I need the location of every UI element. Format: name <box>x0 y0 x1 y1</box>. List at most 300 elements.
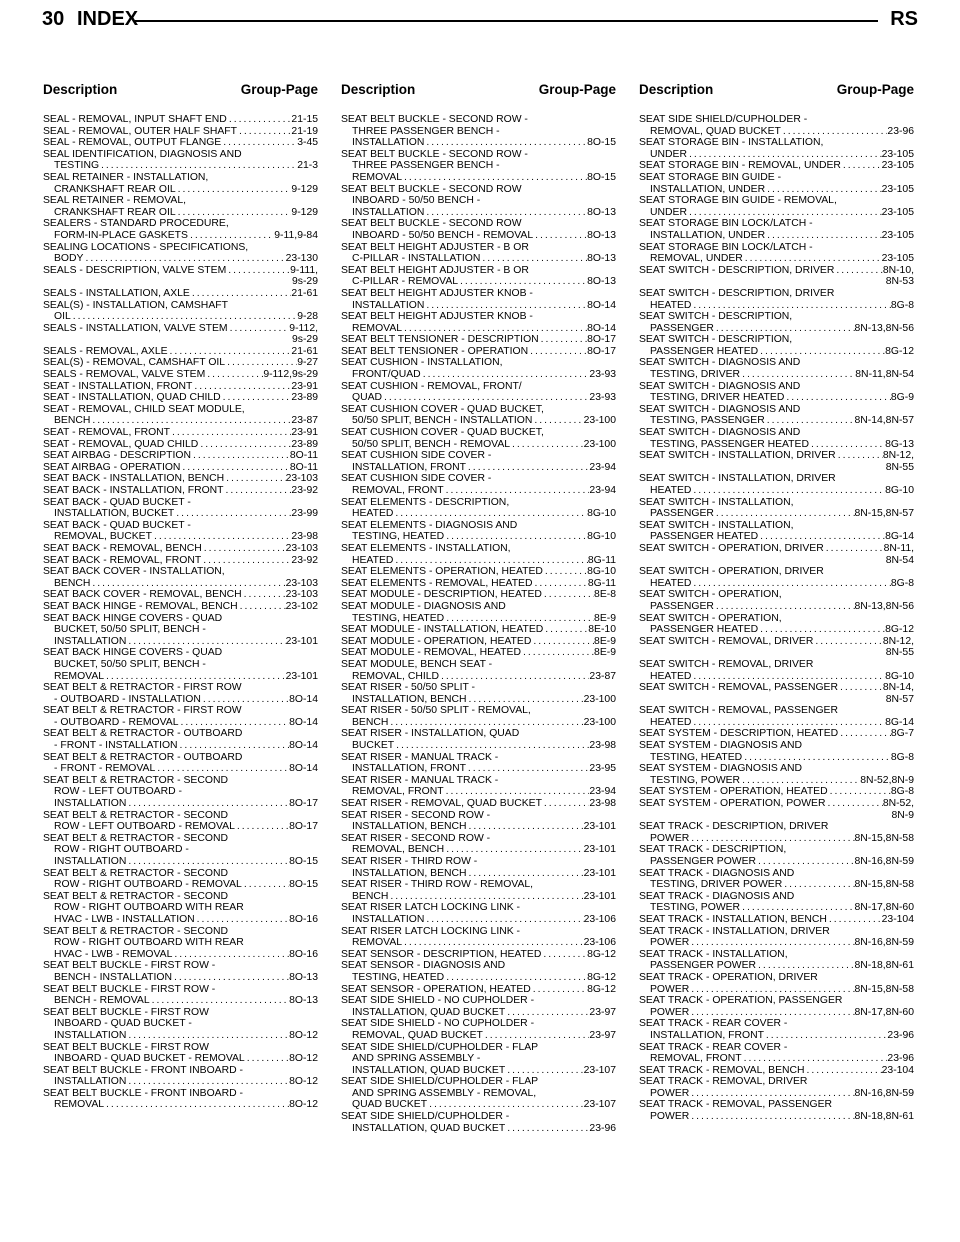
entry-text: SEALING LOCATIONS - SPECIFICATIONS, <box>43 241 249 253</box>
entry-text: C-PILLAR - REMOVAL <box>352 276 459 288</box>
entry-text: UNDER <box>650 148 687 160</box>
entry-text: BODY <box>54 253 84 265</box>
entry-text: HEATED <box>650 670 692 682</box>
dot-leader <box>402 323 587 335</box>
entry-line <box>43 995 318 1007</box>
entry-text: INSTALLATION, BENCH <box>352 821 467 833</box>
index-entry <box>43 555 318 567</box>
dot-leader <box>689 984 854 996</box>
index-entry <box>341 902 616 925</box>
entry-line <box>341 172 616 184</box>
group-page-ref: 8N-15,8N-58 <box>854 983 914 995</box>
entry-text: SEAT RISER - REMOVAL, QUAD BUCKET <box>341 798 542 810</box>
entry-line <box>43 1053 318 1065</box>
entry-text: INSTALLATION, QUAD BUCKET <box>352 1064 506 1076</box>
index-entry <box>43 392 318 404</box>
entry-text: SEAT BACK - INSTALLATION, BENCH <box>43 473 225 485</box>
entry-line <box>341 786 616 798</box>
entry-text: POWER <box>650 1087 690 1099</box>
group-page-ref: 8O-15 <box>587 171 616 183</box>
dot-leader <box>444 972 587 984</box>
index-entry <box>43 265 318 288</box>
dot-leader <box>533 578 588 590</box>
index-entry <box>341 833 616 856</box>
entry-line <box>639 160 914 172</box>
entry-text: HEATED <box>650 485 692 496</box>
index-entry <box>341 1076 616 1111</box>
dot-leader <box>531 984 587 996</box>
index-entry <box>639 1099 914 1122</box>
entry-text: INSTALLATION, FRONT <box>352 763 466 775</box>
entry-line <box>341 369 616 381</box>
dot-leader <box>152 531 291 543</box>
group-page-ref: 23-96 <box>887 125 914 137</box>
dot-leader <box>758 346 885 358</box>
group-page-ref: 23-97 <box>589 1029 616 1041</box>
group-page-ref: 23-105 <box>881 148 914 160</box>
entry-line <box>43 589 318 601</box>
entry-line <box>43 949 318 961</box>
group-page-ref: 8O-17 <box>289 798 318 810</box>
entry-text: SEALS - REMOVAL, AXLE <box>43 345 168 357</box>
dot-leader <box>531 636 594 648</box>
dot-leader <box>238 601 286 613</box>
index-entry <box>639 1042 914 1065</box>
entry-text: SEAT SENSOR - DIAGNOSIS AND <box>341 960 506 972</box>
entry-line <box>43 485 318 497</box>
index-entry <box>341 149 616 184</box>
group-page-ref: 8O-14 <box>289 716 318 728</box>
dot-leader <box>393 508 587 520</box>
index-entry <box>639 613 914 636</box>
group-page-ref: 9-27 <box>297 357 318 369</box>
index-entry <box>341 647 616 659</box>
dot-leader <box>841 160 882 172</box>
entry-text: SEAT TRACK - REAR COVER - <box>639 1018 788 1030</box>
index-entry <box>639 682 914 705</box>
entry-line <box>43 856 318 868</box>
dot-leader <box>782 879 854 891</box>
group-page-ref: 21-61 <box>291 345 318 357</box>
entry-text: SEAL - REMOVAL, INPUT SHAFT END <box>43 114 227 125</box>
entry-text: SEAL - REMOVAL, OUTPUT FLANGE <box>43 137 222 149</box>
entry-text: BENCH - REMOVAL <box>54 995 150 1007</box>
entry-text: THREE PASSENGER BENCH - <box>352 160 500 172</box>
entry-text: FORM-IN-PLACE GASKETS <box>54 229 188 241</box>
entry-text: SEALERS - STANDARD PROCEDURE, <box>43 218 229 230</box>
entry-line <box>639 636 914 648</box>
entry-text: SEAT BELT BUCKLE - FIRST ROW <box>43 1006 209 1018</box>
group-page-ref: 23-87 <box>291 415 318 427</box>
index-entry <box>43 369 318 381</box>
dot-leader <box>421 369 590 381</box>
index-entry <box>43 149 318 172</box>
entry-line <box>639 728 914 740</box>
group-page-ref: 23-103 <box>285 473 318 485</box>
group-page-ref-continued: 8N-55 <box>885 647 914 659</box>
dot-leader <box>126 1030 289 1042</box>
index-entry <box>341 288 616 311</box>
dot-leader <box>388 717 583 729</box>
entry-text: SEAT TRACK - DESCRIPTION, DRIVER <box>639 821 829 833</box>
entry-text: SEAT STORAGE BIN LOCK/LATCH - <box>639 218 813 230</box>
group-page-ref: 8O-15 <box>289 856 318 867</box>
index-entry <box>43 462 318 474</box>
dot-leader <box>237 126 291 138</box>
group-page-ref: 8G-10 <box>587 566 616 578</box>
dot-leader <box>402 172 587 184</box>
entry-text: SEAT BACK HINGE - REMOVAL, BENCH <box>43 600 238 612</box>
entry-text: SEAT ELEMENTS - REMOVAL, HEATED <box>341 577 533 589</box>
entry-text: BENCH <box>54 577 91 589</box>
entry-text: SEAT RISER LATCH LOCKING LINK - <box>341 902 520 914</box>
group-page-ref: 23-100 <box>583 415 616 427</box>
entry-text: SEAT MODULE, BENCH SEAT - <box>341 658 493 670</box>
dot-leader <box>188 230 274 242</box>
group-page-ref: 8O-13 <box>587 206 616 218</box>
group-page-ref-continued: 8N-54 <box>885 554 914 566</box>
entry-line <box>639 392 914 404</box>
entry-text: HEATED <box>650 577 692 589</box>
dot-leader <box>424 914 583 926</box>
entry-text: INBOARD - QUAD BUCKET - REMOVAL <box>54 1053 245 1065</box>
dot-leader <box>809 439 885 451</box>
dot-leader <box>444 786 590 798</box>
dot-leader <box>104 671 286 683</box>
group-page-ref: 21-3 <box>297 160 318 172</box>
group-page-ref: 8O-13 <box>289 995 318 1007</box>
group-page-ref: 8E-9 <box>594 647 616 659</box>
group-page-ref: 8O-12 <box>289 1053 318 1065</box>
entry-line <box>639 149 914 161</box>
dot-leader <box>687 207 882 219</box>
entry-text: SEAT STORAGE BIN - REMOVAL, UNDER <box>639 160 841 172</box>
entry-text: SEAT TRACK - REMOVAL, BENCH <box>639 1064 805 1076</box>
entry-line <box>43 462 318 474</box>
entry-line <box>341 508 616 520</box>
entry-text: SEAT BACK COVER - INSTALLATION, <box>43 566 225 578</box>
dot-leader <box>828 786 891 798</box>
index-entry <box>341 752 616 775</box>
group-page-ref: 23-105 <box>881 206 914 218</box>
index-entry <box>341 334 616 346</box>
group-page-ref-continued: 8N-9 <box>891 809 914 821</box>
group-page-ref: 8N-15,8N-58 <box>854 879 914 891</box>
entry-text: SEAT SWITCH - DIAGNOSIS AND <box>639 380 801 392</box>
index-entry <box>43 833 318 868</box>
entry-text: SEAT TRACK - DIAGNOSIS AND <box>639 867 795 879</box>
index-entry <box>639 740 914 763</box>
dot-leader <box>83 253 285 265</box>
entry-text: INSTALLATION <box>54 798 127 810</box>
index-entry <box>639 636 914 659</box>
index-entry <box>43 891 318 926</box>
index-entry <box>639 242 914 265</box>
index-entry <box>43 682 318 705</box>
entry-text: SEAT RISER - 50/50 SPLIT - <box>341 682 475 694</box>
index-entry <box>639 821 914 844</box>
dot-leader <box>176 184 292 196</box>
entry-line <box>43 717 318 729</box>
entry-text: INSTALLATION, BUCKET <box>54 508 175 520</box>
description-heading: Description <box>43 82 118 97</box>
entry-line <box>639 914 914 926</box>
entry-text: TESTING <box>54 160 100 172</box>
dot-leader <box>689 937 854 949</box>
entry-line <box>341 392 616 404</box>
group-page-ref: 8G-11 <box>587 554 616 566</box>
dot-leader <box>714 601 855 613</box>
index-entry <box>43 473 318 485</box>
dot-leader <box>781 126 888 138</box>
entry-line <box>341 937 616 949</box>
group-page-ref: 8G-10 <box>885 670 914 682</box>
index-entry <box>639 972 914 995</box>
dot-leader <box>201 694 289 706</box>
entry-line <box>341 740 616 752</box>
index-entry <box>639 705 914 728</box>
entry-line <box>43 972 318 984</box>
group-page-ref: 23-106 <box>583 937 616 949</box>
entry-line <box>43 879 318 891</box>
entry-line <box>639 531 914 543</box>
index-entry <box>43 497 318 520</box>
group-page-ref: 8E-9 <box>594 612 616 624</box>
index-entry <box>341 775 616 798</box>
group-page-ref: 8G-10 <box>587 508 616 520</box>
group-page-ref: 8G-12 <box>587 948 616 960</box>
dot-leader <box>427 1099 584 1111</box>
entry-text: SEAT BACK HINGE COVERS - QUAD <box>43 647 223 659</box>
entry-text: SEAT MODULE - INSTALLATION, HEATED <box>341 624 544 636</box>
entry-line <box>341 844 616 856</box>
dot-leader <box>174 508 291 520</box>
entry-text: SEAT BELT & RETRACTOR - SECOND <box>43 925 228 937</box>
index-entry <box>341 381 616 404</box>
entry-text: SEAT SIDE SHIELD/CUPHOLDER - <box>639 114 808 125</box>
group-page-ref: 8N-15,8N-58 <box>854 832 914 844</box>
entry-text: BENCH <box>352 716 389 728</box>
dot-leader <box>765 184 882 196</box>
index-entry <box>43 427 318 439</box>
entry-text: PASSENGER <box>650 508 714 520</box>
index-entry <box>43 137 318 149</box>
entry-text: SEAT RISER - SECOND ROW - <box>341 809 491 821</box>
entry-text: BUCKET, 50/50 SPLIT, BENCH - <box>54 624 206 636</box>
dot-leader <box>71 311 297 323</box>
entry-text: BENCH - INSTALLATION <box>54 971 172 983</box>
entry-line <box>43 555 318 567</box>
entry-text: ROW - LEFT OUTBOARD - REMOVAL <box>54 821 235 833</box>
dot-leader <box>150 995 289 1007</box>
group-page-ref: 8N-11,8N-54 <box>855 369 914 381</box>
index-entry <box>639 949 914 972</box>
entry-text: INSTALLATION, FRONT <box>352 461 466 473</box>
dot-leader <box>99 160 297 172</box>
index-entry <box>341 589 616 601</box>
dot-leader <box>224 485 292 497</box>
dot-leader <box>168 346 292 358</box>
entry-line <box>43 265 318 277</box>
entry-text: SEAT BELT & RETRACTOR - OUTBOARD <box>43 728 243 740</box>
index-entry <box>639 844 914 867</box>
entry-text: REMOVAL, FRONT <box>352 786 444 798</box>
description-heading: Description <box>639 82 714 97</box>
entry-text: REMOVAL, UNDER <box>650 253 743 265</box>
entry-text: INSTALLATION, UNDER <box>650 183 766 195</box>
index-entry <box>639 427 914 450</box>
index-entry <box>43 705 318 728</box>
entry-line <box>639 1053 914 1065</box>
group-page-ref: 8O-14 <box>587 299 616 311</box>
entry-text: SEAL - REMOVAL, OUTER HALF SHAFT <box>43 125 237 137</box>
page-number: 30 <box>42 8 65 30</box>
entry-text: TESTING, POWER <box>650 774 741 786</box>
entry-line <box>341 914 616 926</box>
index-entry <box>639 868 914 891</box>
entry-text: SEAT TRACK - INSTALLATION, <box>639 948 788 960</box>
page-header <box>42 8 918 52</box>
index-entry <box>341 960 616 983</box>
index-entry <box>639 1065 914 1077</box>
group-page-ref: 9-28 <box>297 311 318 323</box>
group-page-ref: 8N-16,8N-59 <box>854 937 914 949</box>
entry-line <box>341 415 616 427</box>
dot-leader <box>201 555 291 567</box>
entry-line <box>341 230 616 242</box>
entry-line <box>43 821 318 833</box>
entry-text: SEAT SYSTEM - OPERATION, HEATED <box>639 786 828 798</box>
entry-line <box>341 346 616 358</box>
group-page-ref: 23-87 <box>589 670 616 682</box>
index-entry <box>341 624 616 636</box>
entry-text: ROW - RIGHT OUTBOARD WITH REAR <box>54 902 244 914</box>
index-entry <box>639 798 914 821</box>
entry-text: SEAT MODULE - DIAGNOSIS AND <box>341 600 506 612</box>
index-entry <box>341 357 616 380</box>
group-page-ref: 23-100 <box>583 716 616 728</box>
entry-line <box>341 276 616 288</box>
entry-text: SEAT BELT TENSIONER - OPERATION <box>341 345 529 357</box>
dot-leader <box>687 149 882 161</box>
entry-text: SEAL(S) - REMOVAL, CAMSHAFT OIL <box>43 357 226 369</box>
entry-text: TESTING, HEATED <box>352 612 445 624</box>
entry-text: REMOVAL, QUAD BUCKET <box>352 1029 483 1041</box>
entry-text: SEALS - INSTALLATION, VALVE STEM <box>43 322 228 334</box>
group-page-ref: 23-107 <box>583 1099 616 1111</box>
group-page-ref: 9-112,9s-29 <box>263 369 318 381</box>
entry-line <box>639 415 914 427</box>
group-page-ref: 8N-13,8N-56 <box>854 322 914 334</box>
entry-text: SEAT SIDE SHIELD/CUPHOLDER - FLAP <box>341 1041 539 1053</box>
index-entry <box>43 288 318 300</box>
entry-text: INSTALLATION <box>54 1076 127 1088</box>
entry-text: REMOVAL, QUAD BUCKET <box>650 125 781 137</box>
index-entry <box>639 566 914 589</box>
entry-line <box>341 624 616 636</box>
group-page-ref: 3-45 <box>297 137 318 149</box>
dot-leader <box>224 473 286 485</box>
group-page-ref: 8N-15,8N-57 <box>854 508 914 520</box>
group-page-ref: 8O-15 <box>587 137 616 149</box>
dot-leader <box>521 647 594 659</box>
dot-leader <box>402 937 584 949</box>
index-entry <box>341 566 616 578</box>
entry-line <box>43 323 318 335</box>
entry-text: SEAT TRACK - REMOVAL, PASSENGER <box>639 1099 833 1111</box>
index-entry <box>43 752 318 775</box>
index-entry <box>43 450 318 462</box>
index-column-3 <box>639 114 914 1123</box>
entry-line <box>341 578 616 590</box>
entry-line <box>341 821 616 833</box>
dot-leader <box>178 740 290 752</box>
entry-text: - FRONT - REMOVAL <box>54 763 156 775</box>
entry-text: SEAT SIDE SHIELD/CUPHOLDER - <box>341 1111 510 1123</box>
entry-text: SEAT BELT BUCKLE - FIRST ROW - <box>43 960 216 972</box>
index-entry <box>639 786 914 798</box>
index-entry <box>639 172 914 195</box>
group-page-ref: 23-95 <box>589 763 616 775</box>
entry-text: BENCH <box>54 415 91 427</box>
index-entry <box>341 520 616 543</box>
entry-line <box>639 798 914 810</box>
dot-leader <box>242 589 286 601</box>
entry-line <box>341 462 616 474</box>
entry-line <box>639 856 914 868</box>
index-entry <box>43 195 318 218</box>
index-entry <box>43 810 318 833</box>
entry-text: SEAT RISER - THIRD ROW - REMOVAL, <box>341 879 534 891</box>
index-entry <box>639 995 914 1018</box>
entry-text: TESTING, DRIVER <box>650 369 741 381</box>
index-entry <box>639 137 914 160</box>
dot-leader <box>805 1065 882 1077</box>
entry-line <box>341 763 616 775</box>
entry-text: SEAT SIDE SHIELD - NO CUPHOLDER - <box>341 995 535 1007</box>
group-page-ref: 8O-13 <box>587 276 616 288</box>
dot-leader <box>382 392 589 404</box>
index-entry <box>43 543 318 555</box>
index-entry <box>639 589 914 612</box>
group-page-ref: 21-15 <box>291 114 318 125</box>
group-page-ref: 23-102 <box>285 600 318 612</box>
entry-text: UNDER <box>650 206 687 218</box>
index-entry <box>639 114 914 137</box>
entry-text: SEAT SENSOR - DESCRIPTION, HEATED <box>341 948 542 960</box>
entry-line <box>639 601 914 613</box>
group-page-ref: 23-101 <box>583 867 616 879</box>
entry-line <box>341 1065 616 1077</box>
dot-leader <box>444 613 594 625</box>
entry-text: PASSENGER HEATED <box>650 345 759 357</box>
dot-leader <box>155 763 289 775</box>
group-page-ref: 23-92 <box>291 485 318 496</box>
entry-text: HEATED <box>352 508 394 520</box>
entry-text: SEAT BELT & RETRACTOR - FIRST ROW <box>43 682 242 694</box>
entry-line <box>341 891 616 903</box>
index-entry <box>341 601 616 624</box>
entry-line <box>341 555 616 567</box>
group-page-ref: 8O-13 <box>289 971 318 983</box>
entry-text: QUAD BUCKET <box>352 1099 428 1111</box>
entry-line <box>341 531 616 543</box>
entry-text: POWER <box>650 1111 690 1123</box>
entry-text: INSTALLATION <box>54 635 127 647</box>
dot-leader <box>827 914 882 926</box>
entry-text: SEAT BACK - REMOVAL, FRONT <box>43 554 202 566</box>
entry-line <box>341 137 616 149</box>
